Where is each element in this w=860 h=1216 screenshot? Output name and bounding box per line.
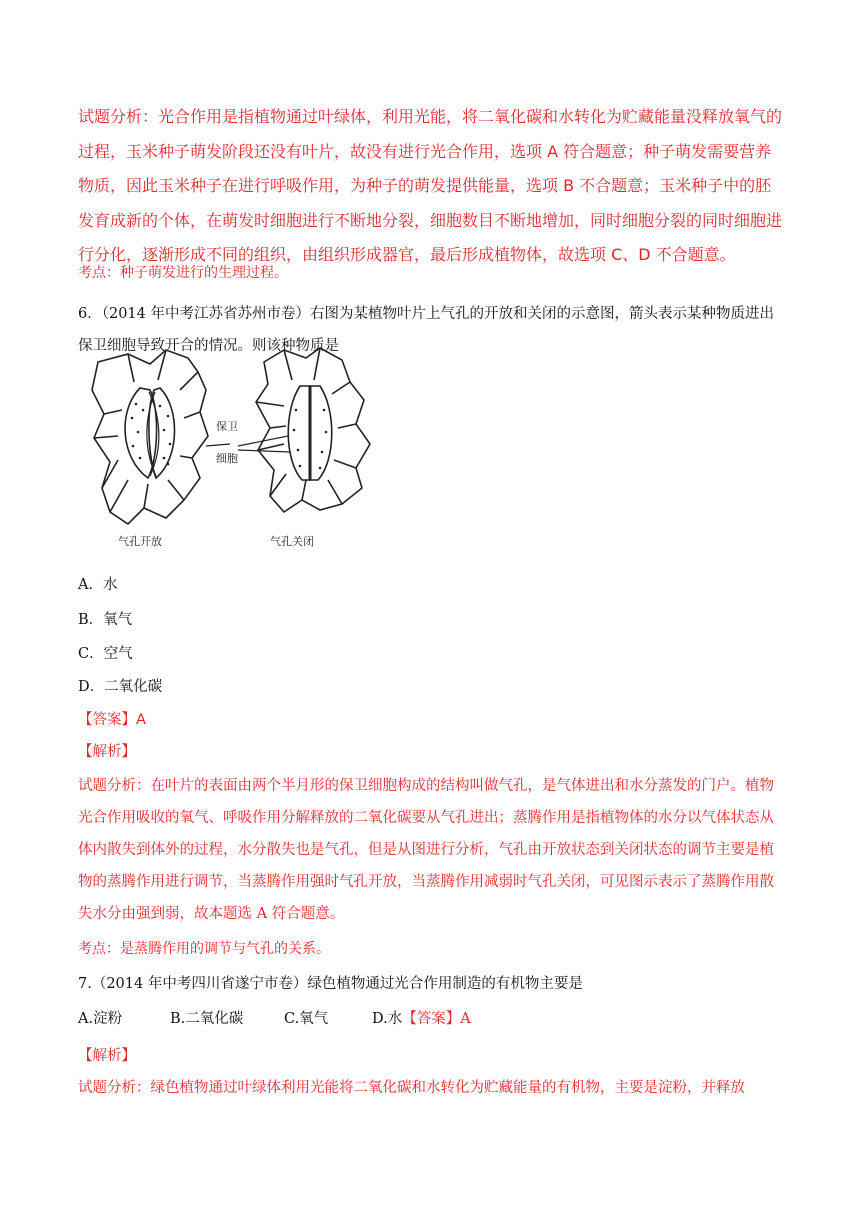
answer-q7: 【答案】A <box>402 1011 471 1027</box>
question-7-stem: 7.（2014 年中考四川省遂宁市卷）绿色植物通过光合作用制造的有机物主要是 <box>78 976 583 992</box>
closed-stoma-label: 气孔关闭 <box>270 535 314 548</box>
answer-q6: 【答案】A <box>78 712 146 728</box>
jiexi-heading-q7: 【解析】 <box>78 1048 136 1064</box>
stomata-diagram <box>88 340 398 560</box>
open-stoma-label: 气孔开放 <box>118 535 162 548</box>
key-point-q5: 考点：种子萌发进行的生理过程。 <box>78 265 288 281</box>
q7-option-d: D.水 <box>372 1011 403 1027</box>
guard-cell-label-line1: 保卫 <box>216 420 238 433</box>
q7-option-a: A.淀粉 <box>78 1011 123 1027</box>
analysis-paragraph-q5: 试题分析：光合作用是指植物通过叶绿体，利用光能，将二氧化碳和水转化为贮藏能量没释放氧气的过程，玉米种子萌发阶段还没有叶片，故没有进行光合作用，选项 A 符合题意；种子萌发需要营养物质，因此玉米种子在进行呼吸作用，为种子的萌发提供能量，选项 B 不合题意；玉米种子中的胚发育成新的个体，在萌发时细胞进行不断地分裂，细胞数目不断地增加，同时细胞分裂的同时细胞进行分化，逐渐形成不同的组织，由组织形成器官，最后形成植物体，故选项 C、D 不合题意。 <box>78 107 783 264</box>
option-a: A．水 <box>78 577 118 593</box>
q7-option-c: C.氧气 <box>284 1011 329 1027</box>
q7-option-b: B.二氧化碳 <box>170 1011 244 1027</box>
option-b: B．氧气 <box>78 612 133 628</box>
closed-stoma-figure <box>256 348 370 512</box>
analysis-paragraph-q6: 试题分析：在叶片的表面由两个半月形的保卫细胞构成的结构叫做气孔，是气体进出和水分蒸发的门户。植物光合作用吸收的氧气、呼吸作用分解释放的二氧化碳要从气孔进出；蒸腾作用是指植物体的水分以气体状态从体内散失到体外的过程，水分散失也是气孔，但是从图进行分析，气孔由开放状态到关闭状态的调节主要是植物的蒸腾作用进行调节，当蒸腾作用强时气孔开放，当蒸腾作用减弱时气孔关闭，可见图示表示了蒸腾作用散失水分由强到弱，故本题选 A 符合题意。 <box>78 778 774 922</box>
key-point-q6: 考点：是蒸腾作用的调节与气孔的关系。 <box>78 941 330 957</box>
question-6-stem: 6．（2014 年中考江苏省苏州市卷）右图为某植物叶片上气孔的开放和关闭的示意图，箭头表示某种物质进出保卫细胞导致开合的情况。则该种物质是 <box>78 306 774 354</box>
option-c: C．空气 <box>78 646 133 662</box>
open-stoma-figure <box>92 350 208 524</box>
option-d: D．二氧化碳 <box>78 679 163 695</box>
jiexi-heading-q6: 【解析】 <box>78 744 136 760</box>
question-7-options <box>78 1007 471 1028</box>
analysis-paragraph-q7: 试题分析：绿色植物通过叶绿体利用光能将二氧化碳和水转化为贮藏能量的有机物，主要是淀粉，并释放 <box>78 1080 745 1096</box>
guard-cell-label-line2: 细胞 <box>216 452 238 465</box>
